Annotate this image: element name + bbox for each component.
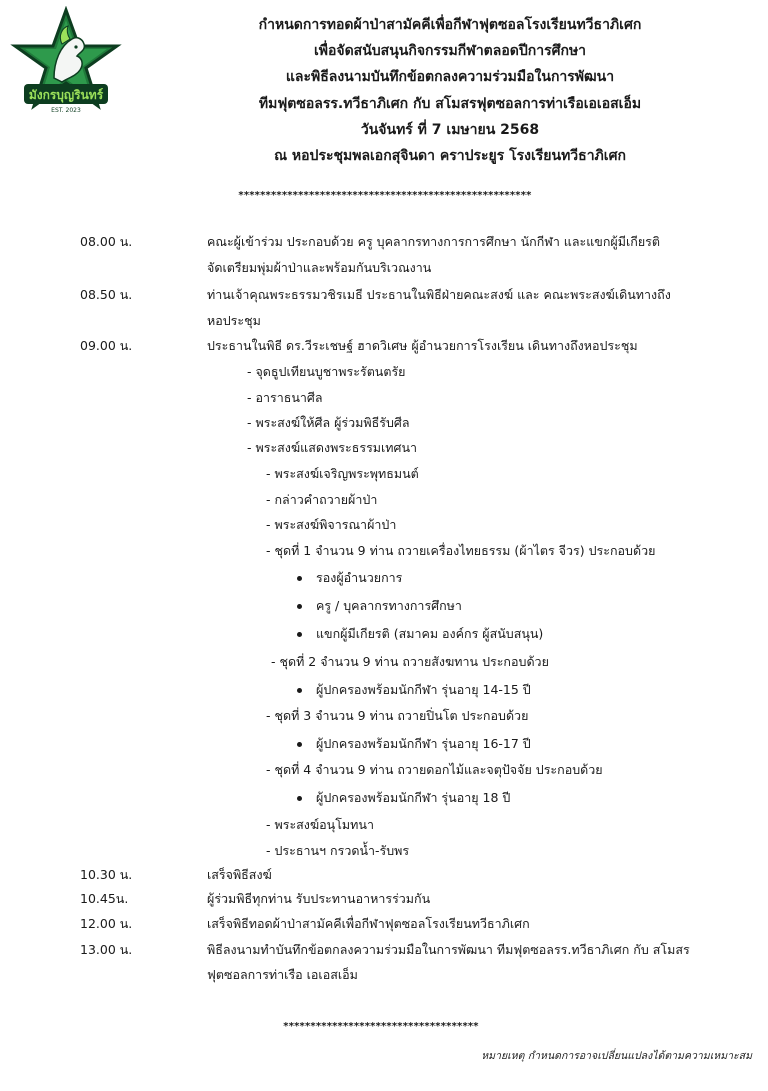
bullet-icon <box>297 742 302 747</box>
entry-text: ฟุตซอลการท่าเรือ เอเอสเอ็ม <box>207 967 358 982</box>
header-separator: ****************************************************** <box>238 190 532 201</box>
entry-time: 13.00 น. <box>80 942 133 957</box>
entry-text: ผู้ร่วมพิธีทุกท่าน รับประทานอาหารร่วมกัน <box>207 891 431 906</box>
bullet-icon <box>297 632 302 637</box>
sub-item: - พระสงฆ์ให้ศีล ผู้ร่วมพิธีรับศีล <box>247 415 410 430</box>
logo-text: มังกรบุญรินทร์ <box>28 88 104 102</box>
bullet-icon <box>297 604 302 609</box>
footer-separator: ************************************ <box>283 1021 479 1032</box>
entry-text: หอประชุม <box>207 313 261 328</box>
sub-item: - อาราธนาศีล <box>247 390 323 405</box>
header-line-4: ทีมฟุตซอลรร.ทวีธาภิเศก กับ สโมสรฟุตซอลการท่าเรือเอเอสเอ็ม <box>258 96 642 112</box>
sub-item: - พระสงฆ์พิจารณาผ้าป่า <box>266 517 397 532</box>
bullet-item: ผู้ปกครองพร้อมนักกีฬา รุ่นอายุ 14-15 ปี <box>316 682 531 697</box>
entry-text: ประธานในพิธี ดร.วีระเชษฐ์ ฮาดวิเศษ ผู้อำนวยการโรงเรียน เดินทางถึงหอประชุม <box>207 338 638 353</box>
entry-text: พิธีลงนามทำบันทึกข้อตกลงความร่วมมือในการพัฒนา ทีมฟุตซอลรร.ทวีธาภิเศก กับ สโมสร <box>207 942 690 957</box>
entry-text: เสร็จพิธีทอดผ้าป่าสามัคคีเพื่อกีฬาฟุตซอลโรงเรียนทวีธาภิเศก <box>207 916 530 931</box>
sub-item: - พระสงฆ์แสดงพระธรรมเทศนา <box>247 440 418 455</box>
bullet-item: ผู้ปกครองพร้อมนักกีฬา รุ่นอายุ 16-17 ปี <box>316 736 531 751</box>
sub-item: - ประธานฯ กรวดน้ำ-รับพร <box>266 843 410 858</box>
sub-item: - พระสงฆ์อนุโมทนา <box>266 817 374 832</box>
sub-item-set-2: - ชุดที่ 2 จำนวน 9 ท่าน ถวายสังฆทาน ประกอบด้วย <box>271 654 549 669</box>
sub-item: - กล่าวคำถวายผ้าป่า <box>266 492 378 507</box>
bullet-item: รองผู้อำนวยการ <box>316 570 403 585</box>
bullet-item: ครู / บุคลากรทางการศึกษา <box>316 598 462 613</box>
club-logo <box>10 6 122 118</box>
bullet-item: ผู้ปกครองพร้อมนักกีฬา รุ่นอายุ 18 ปี <box>316 790 511 805</box>
header-line-1: กำหนดการทอดผ้าป่าสามัคคีเพื่อกีฬาฟุตซอลโรงเรียนทวีธาภิเศก <box>258 17 642 33</box>
sub-item-set-4: - ชุดที่ 4 จำนวน 9 ท่าน ถวายดอกไม้และจตุปัจจัย ประกอบด้วย <box>266 762 603 777</box>
sub-item-set-3: - ชุดที่ 3 จำนวน 9 ท่าน ถวายปิ่นโต ประกอบด้วย <box>266 708 529 723</box>
bullet-icon <box>297 688 302 693</box>
entry-time: 12.00 น. <box>80 916 133 931</box>
bullet-icon <box>297 796 302 801</box>
header-line-5: วันจันทร์ ที่ 7 เมษายน 2568 <box>360 122 540 138</box>
sub-item: - พระสงฆ์เจริญพระพุทธมนต์ <box>266 466 419 481</box>
header-line-3: และพิธีลงนามบันทึกข้อตกลงความร่วมมือในการพัฒนา <box>285 69 615 85</box>
entry-text: จัดเตรียมพุ่มผ้าป่าและพร้อมกันบริเวณงาน <box>207 260 432 275</box>
entry-time: 10.45น. <box>80 891 129 906</box>
header-line-2: เพื่อจัดสนับสนุนกิจกรรมกีฬาตลอดปีการศึกษา <box>313 43 587 59</box>
bullet-icon <box>297 576 302 581</box>
logo-est: EST. 2023 <box>51 107 81 114</box>
footer-note: หมายเหตุ กำหนดการอาจเปลี่ยนแปลงได้ตามความเหมาะสม <box>481 1050 752 1062</box>
entry-time: 08.00 น. <box>80 234 133 249</box>
entry-time: 08.50 น. <box>80 287 133 302</box>
sub-item: - จุดธูปเทียนบูชาพระรัตนตรัย <box>247 364 406 379</box>
sub-item-set-1: - ชุดที่ 1 จำนวน 9 ท่าน ถวายเครื่องไทยธรรม (ผ้าไตร จีวร) ประกอบด้วย <box>266 543 656 558</box>
entry-text: คณะผู้เข้าร่วม ประกอบด้วย ครู บุคลากรทางการการศึกษา นักกีฬา และแขกผู้มีเกียรติ <box>207 234 660 249</box>
bullet-item: แขกผู้มีเกียรติ (สมาคม องค์กร ผู้สนับสนุน) <box>316 626 544 641</box>
entry-time: 09.00 น. <box>80 338 133 353</box>
entry-text: ท่านเจ้าคุณพระธรรมวชิรเมธี ประธานในพิธีฝ่ายคณะสงฆ์ และ คณะพระสงฆ์เดินทางถึง <box>207 287 671 302</box>
header-line-6: ณ หอประชุมพลเอกสุจินดา คราประยูร โรงเรียนทวีธาภิเศก <box>274 148 626 164</box>
entry-time: 10.30 น. <box>80 867 133 882</box>
entry-text: เสร็จพิธีสงฆ์ <box>207 867 272 882</box>
